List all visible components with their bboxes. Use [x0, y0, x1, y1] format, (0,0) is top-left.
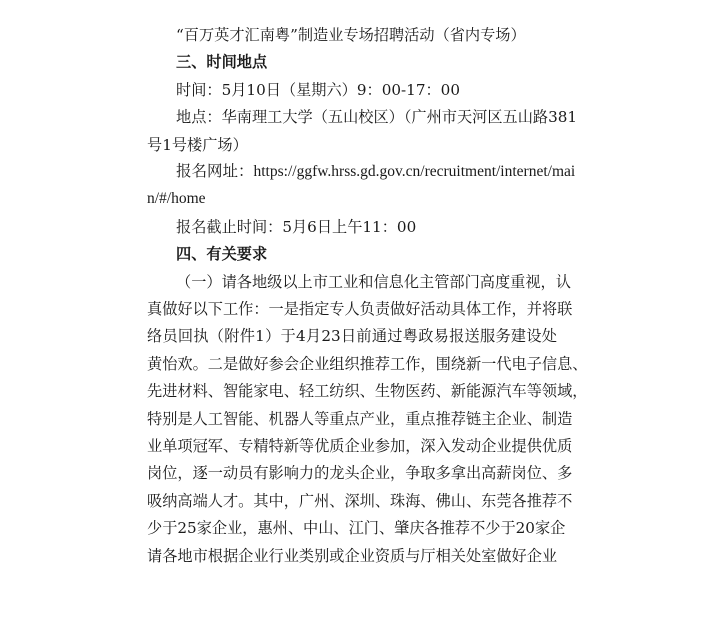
paragraph-line: 请各地市根据企业行业类别或企业资质与厅相关处室做好企业 — [147, 546, 558, 565]
registration-url-line-2: n/#/home — [147, 190, 206, 208]
section-3-heading: 三、时间地点 — [176, 53, 268, 72]
paragraph-line: 先进材料、智能家电、轻工纺织、生物医药、新能源汽车等领域， — [147, 382, 588, 401]
registration-url-line-1: 报名网址：https://ggfw.hrss.gd.gov.cn/recruitment/internet/mai — [176, 163, 576, 180]
paragraph-line: 真做好以下工作：一是指定专人负责做好活动具体工作，并将联 — [147, 300, 573, 318]
paragraph-line: 少于25家企业，惠州、中山、江门、肇庆各推荐不少于20家企 — [147, 519, 566, 538]
paragraph-line: 络员回执（附件1）于4月23日前通过粤政易报送服务建设处 — [147, 327, 557, 346]
place-line-1: 地点：华南理工大学（五山校区）（广州市天河区五山路381 — [176, 108, 578, 127]
paragraph-line: 黄怡欢。二是做好参会企业组织推荐工作，围绕新一代电子信息、 — [147, 354, 588, 373]
section-4-heading: 四、有关要求 — [176, 245, 268, 264]
paragraph-line: 吸纳高端人才。其中，广州、深圳、珠海、佛山、东莞各推荐不 — [147, 491, 573, 510]
deadline-line: 报名截止时间：5月6日上午11：00 — [176, 217, 417, 236]
place-line-2: 号1号楼广场） — [147, 135, 248, 154]
paragraph-line: 岗位，逐一动员有影响力的龙头企业，争取多拿出高薪岗位、多 — [147, 464, 573, 483]
activity-title-line: “百万英才汇南粤”制造业专场招聘活动（省内专场） — [176, 26, 526, 44]
paragraph-line: 特别是人工智能、机器人等重点产业，重点推荐链主企业、制造 — [147, 409, 573, 428]
time-line: 时间：5月10日（星期六）9：00-17：00 — [176, 80, 461, 99]
paragraph-line: （一）请各地级以上市工业和信息化主管部门高度重视，认 — [176, 272, 571, 291]
paragraph-line: 业单项冠军、专精特新等优质企业参加，深入发动企业提供优质 — [147, 437, 573, 455]
